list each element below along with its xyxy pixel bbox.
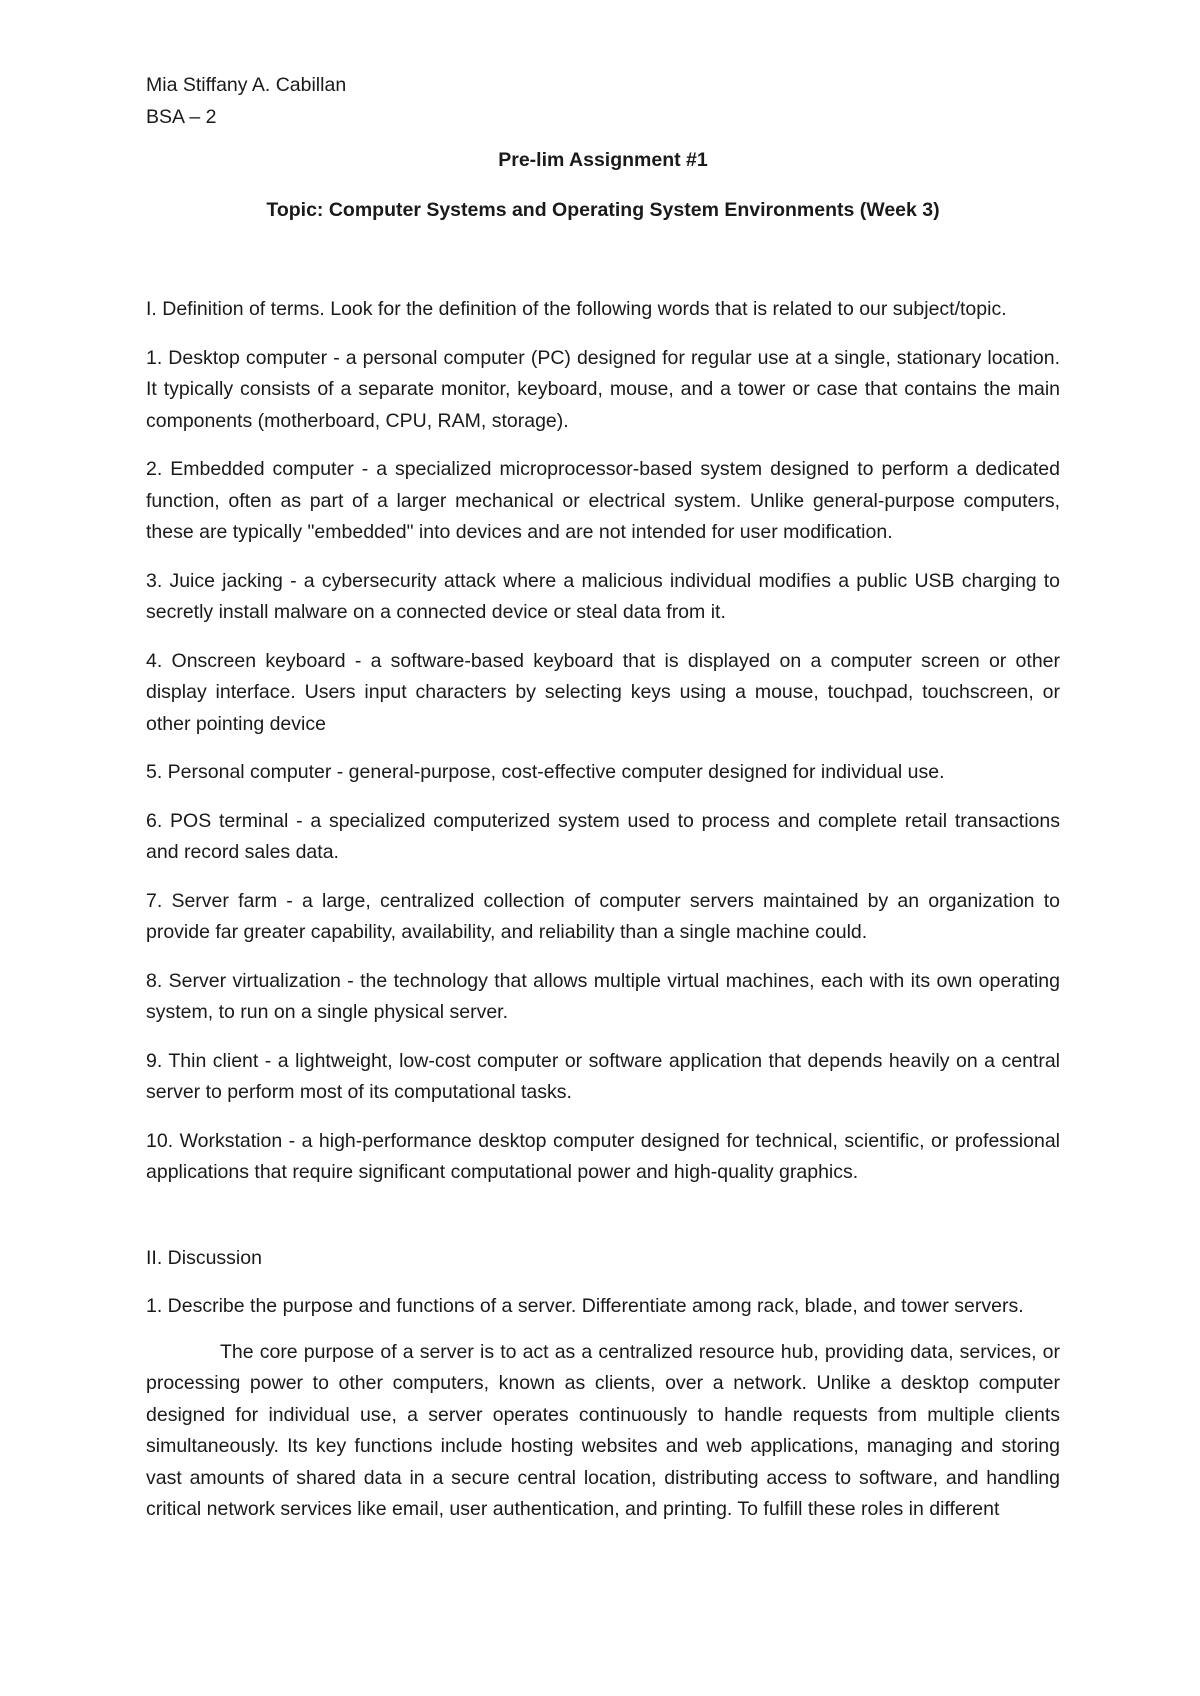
assignment-topic: Topic: Computer Systems and Operating System Environments (Week 3): [266, 198, 940, 221]
definition-item: 6. POS terminal - a specialized computerized system used to process and complete retail transactions and record sales data.: [146, 809, 1060, 863]
definition-item: 7. Server farm - a large, centralized collection of computer servers maintained by an organization to provide far greater capability, availability, and reliability than a single machine could.: [146, 889, 1060, 943]
discussion-answer: The core purpose of a server is to act as a centralized resource hub, providing data, services, or processing power to other computers, known as clients, over a network. Unlike a desktop computer designed for individual use, a server operates continuously to handle requests from multiple clients simultaneously. Its key functions include hosting websites and web applications, managing and storing vast amounts of shared data in a secure central location, distributing access to software, and handling critical network services like email, user authentication, and printing. To fulfill these roles in different: [146, 1340, 1060, 1520]
definition-item: 1. Desktop computer - a personal computer (PC) designed for regular use at a single, stationary location. It typically consists of a separate monitor, keyboard, mouse, and a tower or case that contains the main components (motherboard, CPU, RAM, storage).: [146, 346, 1060, 432]
document-body: [146, 70, 1060, 1526]
definition-item: 3. Juice jacking - a cybersecurity attack where a malicious individual modifies a public USB charging to secretly install malware on a connected device or steal data from it.: [146, 569, 1060, 623]
definition-item: 9. Thin client - a lightweight, low-cost computer or software application that depends heavily on a central server to perform most of its computational tasks.: [146, 1049, 1060, 1103]
author-name: Mia Stiffany A. Cabillan: [146, 74, 347, 96]
author-section: BSA – 2: [146, 105, 217, 128]
definition-item: 8. Server virtualization - the technology that allows multiple virtual machines, each with its own operating system, to run on a single physical server.: [146, 969, 1060, 1023]
definition-item: 4. Onscreen keyboard - a software-based keyboard that is displayed on a computer screen or other display interface. Users input characters by selecting keys using a mouse, touchpad, touchscreen, or other pointing device: [146, 649, 1060, 735]
section-two-heading: II. Discussion: [146, 1246, 262, 1269]
definition-item: 5. Personal computer - general-purpose, cost-effective computer designed for individual use.: [146, 761, 945, 783]
section-one-heading: I. Definition of terms. Look for the definition of the following words that is related to our subject/topic.: [146, 298, 1007, 320]
definition-item: 2. Embedded computer - a specialized microprocessor-based system designed to perform a dedicated function, often as part of a larger mechanical or electrical system. Unlike general-purpose computers, these are typically "embedded" into devices and are not intended for user modification.: [146, 458, 1060, 543]
assignment-title: Pre-lim Assignment #1: [498, 149, 708, 171]
definition-item: 10. Workstation - a high-performance desktop computer designed for technical, scientific, or professional applications that require significant computational power and high-quality graphics.: [146, 1129, 1060, 1183]
discussion-question: 1. Describe the purpose and functions of a server. Differentiate among rack, blade, and tower servers.: [146, 1295, 1024, 1317]
